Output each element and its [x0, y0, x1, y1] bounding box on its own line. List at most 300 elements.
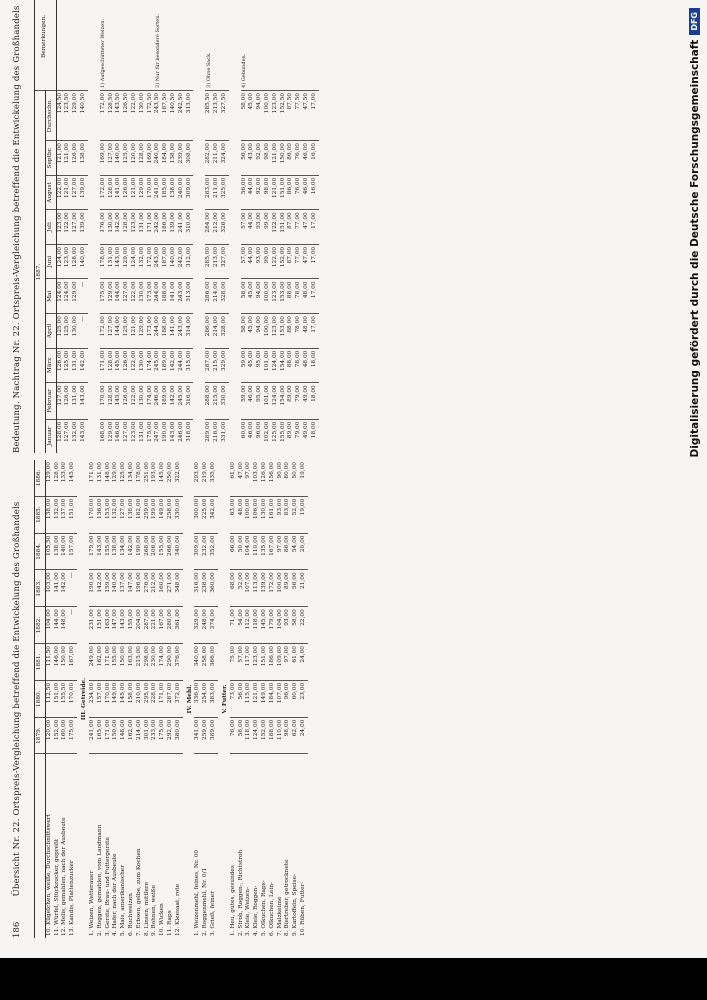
- price-cell: 86,00: [287, 141, 295, 176]
- price-cell: 189,00: [162, 383, 170, 419]
- price-cell: 142,00: [61, 570, 69, 607]
- price-cell: 154,00: [280, 348, 288, 383]
- row-label: 7. Malzkeime: [276, 896, 283, 936]
- table-row: [69, 460, 77, 938]
- right-page: [12, 0, 662, 453]
- price-cell: —: [69, 607, 77, 644]
- price-cell: 242,00: [178, 244, 186, 279]
- price-cell: 162,00: [128, 717, 136, 754]
- price-cell: 92,00: [256, 175, 264, 210]
- price-cell: 93,00: [277, 496, 285, 533]
- price-cell: 243,00: [178, 314, 186, 349]
- price-cell: 246,00: [177, 421, 184, 442]
- price-cell: 130,00: [139, 348, 147, 383]
- price-cell: 136,00: [97, 496, 105, 533]
- price-cell: 17,00: [311, 90, 319, 140]
- section-spacer-row: [229, 0, 241, 453]
- price-cell: 59,00: [241, 348, 249, 383]
- price-cell: 122,00: [131, 279, 139, 314]
- price-cell: 94,00: [256, 314, 264, 349]
- price-cell: 89,00: [287, 383, 295, 419]
- price-cell: 150,00: [280, 141, 288, 176]
- row-label: 10. Kügelchen, weiße, Durchschnittswert: [45, 814, 52, 936]
- table-row: [269, 460, 277, 938]
- price-cell: 73,00: [230, 680, 238, 717]
- remark-cell: [272, 0, 280, 90]
- price-cell: 204,00: [136, 607, 144, 644]
- table-row: [295, 0, 303, 453]
- price-cell: 105,50: [45, 533, 53, 570]
- price-cell: 271,00: [167, 570, 175, 607]
- price-cell: 52,00: [292, 496, 300, 533]
- price-cell: 167,00: [159, 607, 167, 644]
- section-spacer: [229, 0, 241, 453]
- price-cell: 132,00: [139, 244, 147, 279]
- price-cell: 168,00: [99, 421, 106, 442]
- price-cell: 372,00: [175, 680, 183, 717]
- row-label: 2. Stroh, Roggen-, Richtstroh: [237, 849, 244, 936]
- price-cell: 286,00: [205, 279, 213, 314]
- price-cell: 18,00: [311, 348, 319, 383]
- price-cell: 352,00: [210, 533, 218, 570]
- price-cell: 127,00: [123, 279, 131, 314]
- table-row: [131, 0, 139, 453]
- price-cell: 212,00: [151, 570, 159, 607]
- row-label: 3. Gerste, Brau- und Futtergerste: [104, 837, 111, 936]
- price-cell: 48,00: [303, 314, 311, 349]
- table-row: [80, 0, 88, 453]
- price-cell: 295,00: [144, 680, 152, 717]
- price-cell: 93,00: [256, 210, 264, 245]
- section-heading-row: [183, 460, 195, 938]
- price-cell: 328,00: [221, 314, 229, 349]
- price-cell: 241,00: [178, 210, 186, 245]
- price-cell: 133,00: [61, 460, 69, 496]
- price-cell: 129,00: [139, 175, 147, 210]
- price-cell: 140,50: [170, 90, 178, 140]
- price-cell: 186,00: [269, 644, 277, 681]
- column-header: 1882.: [35, 607, 46, 644]
- price-cell: 79,00: [295, 421, 302, 439]
- price-cell: 313,00: [186, 90, 194, 140]
- price-cell: 313,00: [186, 279, 194, 314]
- price-cell: 173,00: [147, 279, 155, 314]
- left-page: [12, 460, 662, 938]
- price-cell: 137,00: [61, 496, 69, 533]
- price-cell: 145,00: [261, 607, 269, 644]
- price-cell: 215,00: [136, 644, 144, 681]
- price-cell: 163,00: [128, 644, 136, 681]
- left-table-header: [35, 460, 46, 938]
- price-cell: 124,00: [131, 244, 139, 279]
- price-cell: 43,00: [248, 141, 256, 176]
- table-row: [186, 0, 194, 453]
- table-row: [277, 460, 285, 938]
- price-cell: 285,50: [205, 90, 213, 140]
- price-cell: 99,00: [264, 244, 272, 279]
- price-cell: 61,00: [292, 644, 300, 681]
- price-cell: 56,00: [238, 680, 246, 717]
- price-cell: 137,00: [120, 570, 128, 607]
- price-cell: 326,00: [221, 210, 229, 245]
- section-spacer-row: [193, 0, 205, 453]
- price-cell: 56,00: [241, 175, 249, 210]
- price-cell: 233,00: [151, 717, 159, 754]
- price-cell: 122,00: [272, 210, 280, 245]
- price-cell: 58,00: [241, 279, 249, 314]
- price-cell: 100,00: [277, 570, 285, 607]
- price-cell: 225,00: [202, 496, 210, 533]
- price-cell: 88,00: [287, 279, 295, 314]
- price-cell: 327,00: [221, 244, 229, 279]
- price-cell: 117,00: [245, 644, 253, 681]
- remark-cell: [56, 0, 64, 90]
- price-cell: 145,00: [120, 680, 128, 717]
- price-cell: 95,00: [256, 348, 264, 383]
- price-cell: 98,00: [284, 717, 292, 754]
- price-cell: 125,00: [64, 348, 72, 383]
- price-cell: 77,50: [295, 90, 303, 140]
- table-row: [105, 460, 113, 938]
- price-cell: 188,00: [162, 279, 170, 314]
- price-cell: 59,00: [241, 383, 249, 419]
- remark-cell: [178, 0, 186, 90]
- price-cell: 189,00: [162, 348, 170, 383]
- price-cell: 151,00: [280, 210, 288, 245]
- price-cell: 184,00: [162, 141, 170, 176]
- price-cell: 131,00: [108, 244, 116, 279]
- left-running-head: [12, 460, 28, 938]
- price-cell: 211,00: [213, 175, 221, 210]
- row-label: 9. Bohnen, weiße: [151, 885, 158, 936]
- price-cell: 78,00: [295, 279, 303, 314]
- price-cell: 138,00: [112, 533, 120, 570]
- price-cell: 193,00: [151, 460, 159, 496]
- price-cell: 146,00: [54, 644, 62, 681]
- price-cell: 188,00: [162, 314, 170, 349]
- price-cell: 103,00: [253, 460, 261, 496]
- price-cell: 314,00: [186, 314, 194, 349]
- price-cell: 23,00: [300, 680, 308, 717]
- price-cell: 44,00: [248, 210, 256, 245]
- price-cell: 96,00: [256, 421, 263, 439]
- month-header: Juli: [45, 210, 56, 245]
- row-label: 7. Erbsen, gelbe, zum Kochen: [135, 848, 142, 936]
- price-cell: 245,00: [154, 348, 162, 383]
- price-cell: 87,00: [287, 210, 295, 245]
- price-cell: 63,00: [230, 496, 238, 533]
- section-spacer: [88, 0, 100, 453]
- price-cell: 132,00: [112, 496, 120, 533]
- price-cell: 243,00: [178, 279, 186, 314]
- price-cell: 324,00: [221, 141, 229, 176]
- price-cell: 230,00: [151, 644, 159, 681]
- price-cell: 121,00: [253, 680, 261, 717]
- price-cell: 322,00: [175, 460, 183, 496]
- section-spacer-row: [88, 0, 100, 453]
- price-cell: 71,00: [230, 607, 238, 644]
- price-cell: 16,00: [311, 175, 319, 210]
- price-cell: 171,00: [147, 210, 155, 245]
- table-row: [175, 460, 183, 938]
- price-cell: 58,00: [241, 90, 249, 140]
- price-cell: 342,00: [210, 496, 218, 533]
- price-cell: 47,00: [238, 460, 246, 496]
- price-cell: 154,00: [280, 383, 288, 419]
- price-cell: 155,00: [105, 533, 113, 570]
- price-cell: 289,00: [205, 421, 212, 442]
- table-row: [45, 460, 53, 938]
- price-cell: 150,00: [112, 717, 120, 754]
- price-cell: 49,00: [303, 421, 309, 439]
- price-cell: 175,00: [69, 717, 77, 754]
- price-cell: 155,00: [128, 607, 136, 644]
- price-cell: 47,00: [303, 210, 311, 245]
- right-table-body: [56, 0, 319, 453]
- price-cell: 139,00: [80, 210, 88, 245]
- price-cell: 341,00: [194, 717, 202, 754]
- price-cell: 287,00: [167, 680, 175, 717]
- price-cell: 122,00: [272, 244, 280, 279]
- price-cell: 215,00: [213, 383, 221, 419]
- label-column-header: [35, 754, 46, 938]
- price-cell: 76,00: [295, 141, 303, 176]
- table-row: [123, 0, 131, 453]
- price-cell: 145,00: [115, 348, 123, 383]
- price-cell: 147,00: [128, 570, 136, 607]
- price-cell: 293,00: [194, 460, 202, 496]
- price-cell: 125,00: [64, 314, 72, 349]
- price-cell: 129,00: [139, 314, 147, 349]
- row-label: 1. Weizenmehl, feines, Nr. 00: [194, 849, 201, 936]
- table-row: [89, 460, 97, 938]
- table-row: [54, 460, 62, 938]
- price-cell: 276,00: [144, 570, 152, 607]
- price-cell: 115,00: [245, 680, 253, 717]
- price-cell: 126,00: [72, 141, 80, 176]
- price-cell: 24,00: [300, 717, 308, 754]
- price-cell: 153,00: [280, 314, 288, 349]
- price-cell: 57,00: [238, 644, 246, 681]
- month-header: Januar: [45, 419, 56, 453]
- table-row: [287, 0, 295, 453]
- price-cell: 142,00: [115, 210, 123, 245]
- price-cell: 160,00: [61, 717, 69, 754]
- table-row: [178, 0, 186, 453]
- price-cell: 149,00: [159, 496, 167, 533]
- row-label: 1. Heu, gutes, gesundes: [229, 865, 236, 936]
- price-cell: 112,00: [245, 607, 253, 644]
- price-cell: 111,50: [45, 644, 53, 681]
- price-cell: 330,00: [175, 496, 183, 533]
- price-cell: 128,00: [108, 175, 116, 210]
- price-cell: 254,00: [202, 680, 210, 717]
- price-cell: 118,00: [245, 717, 253, 754]
- price-cell: 124,00: [64, 279, 72, 314]
- column-header: 1885.: [35, 496, 46, 533]
- table-row: [112, 460, 120, 938]
- price-cell: 121,00: [56, 141, 64, 176]
- price-cell: 145,00: [159, 460, 167, 496]
- price-cell: 54,00: [292, 533, 300, 570]
- price-cell: 285,00: [205, 244, 213, 279]
- table-row: [194, 460, 202, 938]
- price-cell: 138,00: [80, 141, 88, 176]
- price-cell: 140,50: [80, 90, 88, 140]
- price-cell: 331,00: [220, 421, 227, 442]
- price-cell: 152,00: [261, 717, 269, 754]
- price-cell: 58,00: [241, 314, 249, 349]
- price-cell: 58,00: [292, 607, 300, 644]
- price-cell: 228,00: [151, 680, 159, 717]
- price-cell: 148,00: [61, 607, 69, 644]
- price-cell: 374,00: [210, 607, 218, 644]
- remark-cell: [303, 0, 311, 90]
- month-header: April: [45, 314, 56, 349]
- remarks-header: Bemerkungen.: [35, 0, 57, 90]
- table-row: [253, 460, 261, 938]
- price-cell: 107,00: [245, 570, 253, 607]
- row-label: 13. Kandis, Plattenzucker: [69, 860, 76, 936]
- price-cell: 152,00: [280, 244, 288, 279]
- column-header: 1884.: [35, 533, 46, 570]
- price-cell: 49,00: [303, 383, 311, 419]
- price-cell: 130,00: [139, 383, 147, 419]
- price-cell: 152,00: [54, 717, 62, 754]
- price-cell: 300,00: [194, 496, 202, 533]
- price-cell: 46,00: [303, 141, 311, 176]
- price-cell: 175,00: [146, 421, 153, 442]
- remark-cell: [311, 0, 319, 90]
- price-cell: 16,00: [311, 141, 319, 176]
- price-cell: 66,00: [230, 533, 238, 570]
- price-cell: 163,00: [105, 607, 113, 644]
- price-cell: 172,00: [100, 314, 108, 349]
- remark-cell: [147, 0, 155, 90]
- price-cell: 134,00: [120, 533, 128, 570]
- price-cell: 79,00: [295, 383, 303, 419]
- price-cell: 196,00: [136, 570, 144, 607]
- row-label: 1. Weizen, Wetterauer: [88, 870, 95, 936]
- price-cell: 50,00: [238, 533, 246, 570]
- price-cell: 45,00: [248, 90, 256, 140]
- price-cell: 95,00: [256, 383, 264, 419]
- price-cell: 187,50: [162, 90, 170, 140]
- price-cell: 90,00: [277, 460, 285, 496]
- price-cell: 106,00: [253, 496, 261, 533]
- left-table-body: [45, 460, 308, 938]
- price-cell: 152,50: [280, 90, 288, 140]
- remark-cell: [170, 0, 178, 90]
- price-cell: 123,00: [64, 244, 72, 279]
- price-cell: 123,00: [272, 314, 280, 349]
- price-cell: 171,00: [100, 348, 108, 383]
- price-cell: 155,00: [159, 533, 167, 570]
- row-label: 10. Wicken: [159, 903, 166, 936]
- price-cell: 242,50: [178, 90, 186, 140]
- price-cell: 46,00: [248, 421, 255, 439]
- price-cell: 61,00: [230, 460, 238, 496]
- price-cell: 178,00: [100, 244, 108, 279]
- price-cell: 259,00: [144, 496, 152, 533]
- price-cell: 140,00: [170, 244, 178, 279]
- table-row: [303, 0, 311, 453]
- price-cell: 335,00: [210, 460, 218, 496]
- price-cell: 123,00: [131, 210, 139, 245]
- table-row: [147, 0, 155, 453]
- table-row: [213, 0, 221, 453]
- price-cell: 212,00: [213, 210, 221, 245]
- price-cell: 143,00: [97, 533, 105, 570]
- price-cell: 231,00: [89, 607, 97, 644]
- price-cell: 56,00: [241, 141, 249, 176]
- price-cell: 52,00: [238, 570, 246, 607]
- price-cell: 172,00: [147, 244, 155, 279]
- price-cell: 316,00: [186, 383, 194, 419]
- price-cell: 118,00: [253, 607, 261, 644]
- price-cell: 24,00: [300, 644, 308, 681]
- price-cell: 48,00: [303, 279, 311, 314]
- price-cell: 178,00: [136, 460, 144, 496]
- price-cell: 122,00: [131, 90, 139, 140]
- row-label: 9. Kartoffeln, Speise-: [292, 874, 299, 936]
- price-cell: 213,50: [213, 90, 221, 140]
- price-cell: 143,00: [80, 421, 87, 442]
- right-header-title: Bedeutung. Nachtrag Nr. 22. Ortspreis-Vergleichung betreffend die Entwickelung des Großhandels: [12, 5, 22, 453]
- price-cell: 104,00: [277, 607, 285, 644]
- price-cell: 150,00: [120, 644, 128, 681]
- price-cell: 110,00: [253, 533, 261, 570]
- price-cell: 127,00: [108, 314, 116, 349]
- price-cell: 107,00: [277, 680, 285, 717]
- price-cell: 161,00: [269, 496, 277, 533]
- price-cell: 128,00: [54, 460, 62, 496]
- price-cell: 19,00: [300, 460, 308, 496]
- price-cell: 131,00: [97, 460, 105, 496]
- price-cell: 143,00: [115, 244, 123, 279]
- table-row: [311, 0, 319, 453]
- price-cell: 98,00: [264, 141, 272, 176]
- table-row: [167, 460, 175, 938]
- price-cell: 121,00: [272, 175, 280, 210]
- price-cell: 211,00: [213, 141, 221, 176]
- price-cell: 144,00: [54, 607, 62, 644]
- price-cell: 121,00: [64, 141, 72, 176]
- price-cell: 138,00: [170, 175, 178, 210]
- table-row: [241, 0, 249, 453]
- price-cell: 132,00: [72, 421, 79, 442]
- remark-cell: 4) Gebunden.: [241, 0, 249, 90]
- price-cell: 46,00: [303, 175, 311, 210]
- price-cell: 128,00: [56, 421, 63, 442]
- price-cell: 153,00: [280, 279, 288, 314]
- price-cell: 284,00: [205, 210, 213, 245]
- price-cell: 171,00: [159, 680, 167, 717]
- price-cell: 121,00: [131, 175, 139, 210]
- price-cell: 127,00: [123, 421, 130, 442]
- price-cell: 145,00: [115, 383, 123, 419]
- price-cell: 124,00: [272, 348, 280, 383]
- table-row: [264, 0, 272, 453]
- price-cell: 127,00: [72, 210, 80, 245]
- price-cell: 22,00: [300, 607, 308, 644]
- price-cell: 130,00: [261, 496, 269, 533]
- price-cell: 45,00: [248, 314, 256, 349]
- price-cell: 266,00: [167, 533, 175, 570]
- price-cell: 123,00: [56, 210, 64, 245]
- price-cell: 48,00: [238, 496, 246, 533]
- right-running-head: [12, 0, 28, 453]
